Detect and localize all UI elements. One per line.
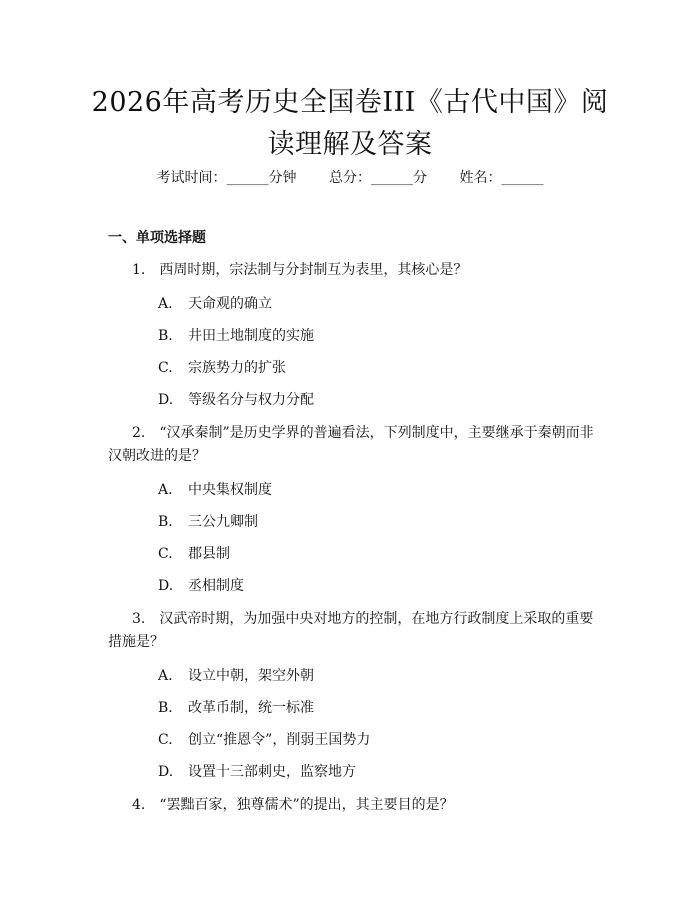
option-a [108,666,606,686]
option-text: 等级名分与权力分配 [188,392,314,408]
total-score-field [329,170,427,186]
question-4 [108,794,606,817]
student-name-label: 姓名： [459,170,502,186]
option-letter: A. [158,482,173,498]
question-number: 2. [132,425,146,441]
question-number: 3. [132,611,146,627]
option-letter: D. [158,578,174,594]
option-letter: B. [158,700,173,716]
option-c [108,730,606,750]
option-text: 设立中朝，架空外朝 [188,668,314,684]
question-text [108,422,606,468]
exam-time-blank: ______ [226,170,269,186]
question-stem: “罢黜百家，独尊儒术”的提出，其主要目的是？ [159,797,454,813]
question-text [108,794,606,817]
exam-time-label: 考试时间： [156,170,227,186]
option-c [108,544,606,564]
question-stem: 西周时期，宗法制与分封制互为表里，其核心是？ [159,262,468,278]
option-d [108,762,606,782]
option-b [108,512,606,532]
option-a [108,294,606,314]
option-text: 三公九卿制 [188,514,258,530]
total-score-unit: 分 [413,170,427,186]
option-list [108,480,606,596]
option-d [108,576,606,596]
question-stem: “汉承秦制”是历史学界的普遍看法，下列制度中，主要继承于秦朝而非汉朝改进的是？ [108,425,594,464]
exam-time-field [157,170,297,186]
exam-time-unit: 分钟 [268,170,297,186]
exam-info-line [0,168,700,188]
question-text [108,608,606,654]
option-text: 郡县制 [188,546,230,562]
question-number: 4. [132,797,146,813]
option-b [108,698,606,718]
option-list [108,294,606,410]
question-3 [108,608,606,782]
option-text: 宗族势力的扩张 [188,360,286,376]
option-d [108,390,606,410]
option-letter: B. [158,514,173,530]
section-title: 一、单项选择题 [108,230,206,246]
option-letter: A. [158,296,173,312]
total-score-blank: ______ [371,170,413,186]
option-a [108,480,606,500]
question-2 [108,422,606,596]
option-letter: C. [158,732,173,748]
option-b [108,326,606,346]
option-list [108,666,606,782]
option-letter: D. [158,392,174,408]
option-text: 井田土地制度的实施 [188,328,314,344]
option-text: 改革币制，统一标准 [188,700,314,716]
question-list [108,259,606,829]
option-letter: A. [158,668,173,684]
option-text: 创立“推恩令”，削弱王国势力 [188,732,371,748]
option-letter: C. [158,546,173,562]
student-name-field [459,170,543,186]
question-stem: 汉武帝时期，为加强中央对地方的控制，在地方行政制度上采取的重要措施是？ [108,611,594,650]
question-text [108,259,606,282]
option-letter: B. [158,328,173,344]
option-letter: D. [158,764,174,780]
option-text: 丞相制度 [188,578,244,594]
option-text: 天命观的确立 [188,296,272,312]
option-letter: C. [158,360,173,376]
question-1 [108,259,606,410]
option-text: 设置十三部刺史，监察地方 [188,764,356,780]
question-number: 1. [132,262,146,278]
document-title: 2026年高考历史全国卷III《古代中国》阅读理解及答案 [91,87,609,160]
total-score-label: 总分： [329,170,371,186]
student-name-blank: ______ [501,170,544,186]
option-c [108,358,606,378]
option-text: 中央集权制度 [188,482,272,498]
